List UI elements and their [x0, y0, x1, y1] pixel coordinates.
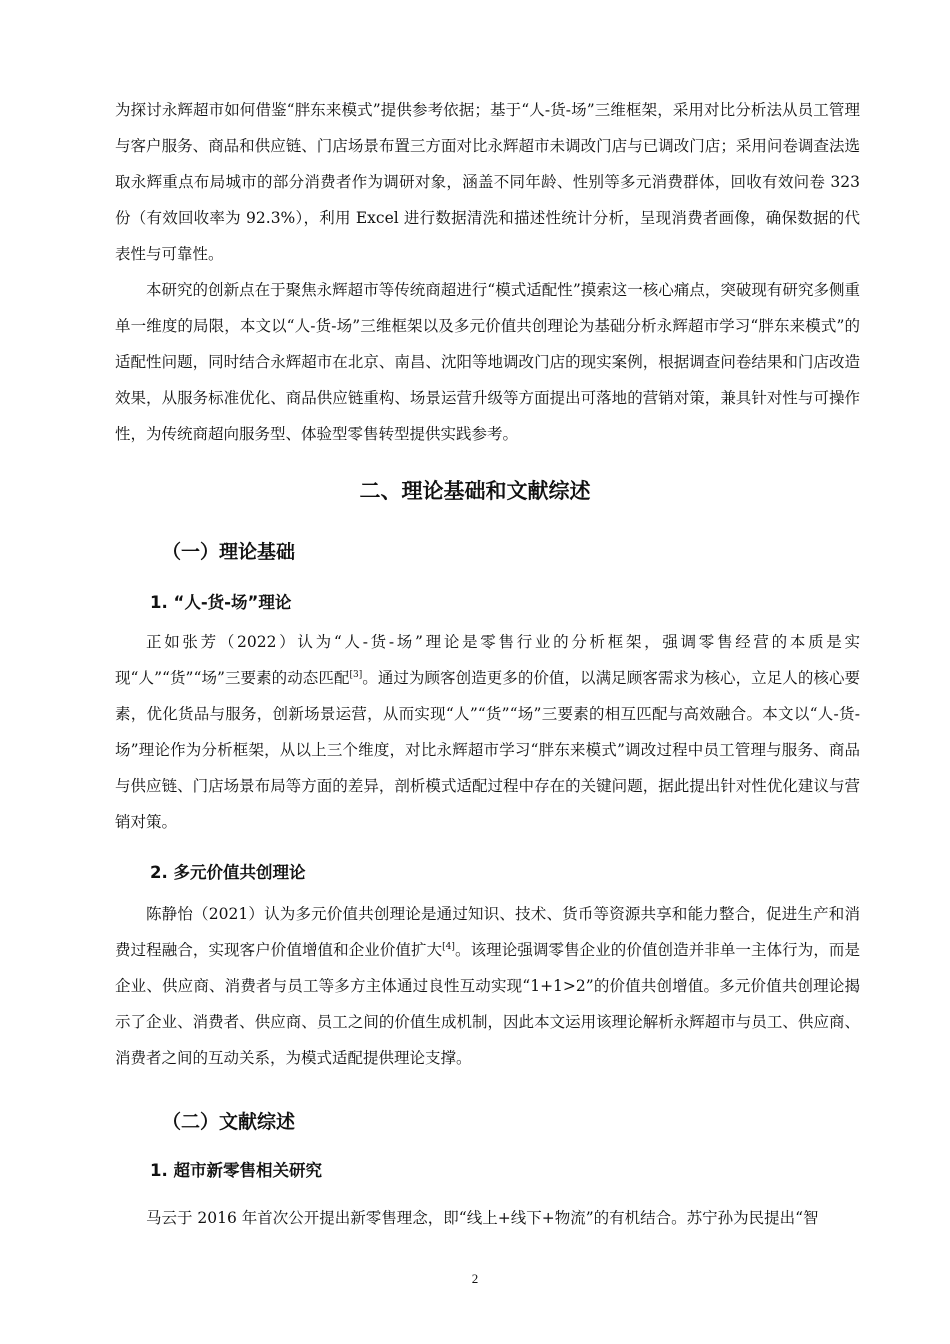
paragraph-method: 为探讨永辉超市如何借鉴“胖东来模式”提供参考依据；基于“人-货-场”三维框架，采用对比分析法从员工管理与客户服务、商品和供应链、门店场景布置三方面对比永辉超市未调改门店与已调改门店；采用问卷调查法选取永辉重点布局城市的部分消费者作为调研对象，涵盖不同年龄、性别等多元消费群体，回收有效问卷 323 份（有效回收率为 92.3%），利用 Excel 进行数据清洗和描述性统计分析，呈现消费者画像，确保数据的代表性与可靠性。 — [115, 101, 860, 263]
subheading-value-cocreation: 2. 多元价值共创理论 — [150, 863, 306, 882]
paragraph-new-retail: 马云于 2016 年首次公开提出新零售理念，即“线上+线下+物流”的有机结合。苏宁孙为民提出“智 — [146, 1209, 819, 1227]
subheading-people-goods-place: 1. “人-货-场”理论 — [150, 593, 292, 612]
paragraph-text: 。通过为顾客创造更多的价值，以满足顾客需求为核心，立足人的核心要素，优化货品与服务，创新场景运营，从而实现“人”“货”“场”三要素的相互匹配与高效融合。本文以“人-货-场”理论作为分析框架，从以上三个维度，对比永辉超市学习“胖东来模式”调改过程中员工管理与服务、商品与供应链、门店场景布局等方面的差异，剖析模式适配过程中存在的关键问题，据此提出针对性优化建议与营销对策。 — [115, 669, 860, 831]
paragraph-innovation: 本研究的创新点在于聚焦永辉超市等传统商超进行“模式适配性”摸索这一核心痛点，突破现有研究多侧重单一维度的局限，本文以“人-货-场”三维框架以及多元价值共创理论为基础分析永辉超市学习“胖东来模式”的适配性问题，同时结合永辉超市在北京、南昌、沈阳等地调改门店的现实案例，根据调查问卷结果和门店改造效果，从服务标准优化、商品供应链重构、场景运营升级等方面提出可落地的营销对策，兼具针对性与可操作性，为传统商超向服务型、体验型零售转型提供实践参考。 — [115, 281, 860, 443]
paragraph-people-goods-place — [115, 624, 860, 840]
paragraph-text: 陈静怡（2021）认为多元价值共创理论是通过知识、技术、货币等资源共享和能力整合，促进生产和消费过程融合，实现客户价值增值和企业价值扩大 — [115, 905, 860, 959]
subsection-heading-literature: （二）文献综述 — [162, 1111, 296, 1133]
subheading-new-retail: 1. 超市新零售相关研究 — [150, 1161, 322, 1180]
citation-ref: [4] — [442, 941, 455, 952]
citation-ref: [3] — [349, 669, 363, 680]
paragraph-value-cocreation — [115, 896, 860, 1076]
paragraph-text: 正如张芳（2022）认为“人-货-场”理论是零售行业的分析框架，强调零售经营的本质是实现“人”“货”“场”三要素的动态匹配 — [115, 633, 860, 687]
paragraph-text: 。该理论强调零售企业的价值创造并非单一主体行为，而是企业、供应商、消费者与员工等多方主体通过良性互动实现“1+1>2”的价值共创增值。多元价值共创理论揭示了企业、消费者、供应商、员工之间的价值生成机制，因此本文运用该理论解析永辉超市与员工、供应商、消费者之间的互动关系，为模式适配提供理论支撑。 — [115, 941, 860, 1067]
subsection-heading-theory: （一）理论基础 — [162, 541, 296, 563]
section-heading-theory-literature: 二、理论基础和文献综述 — [359, 479, 591, 503]
page-number: 2 — [471, 1271, 479, 1286]
